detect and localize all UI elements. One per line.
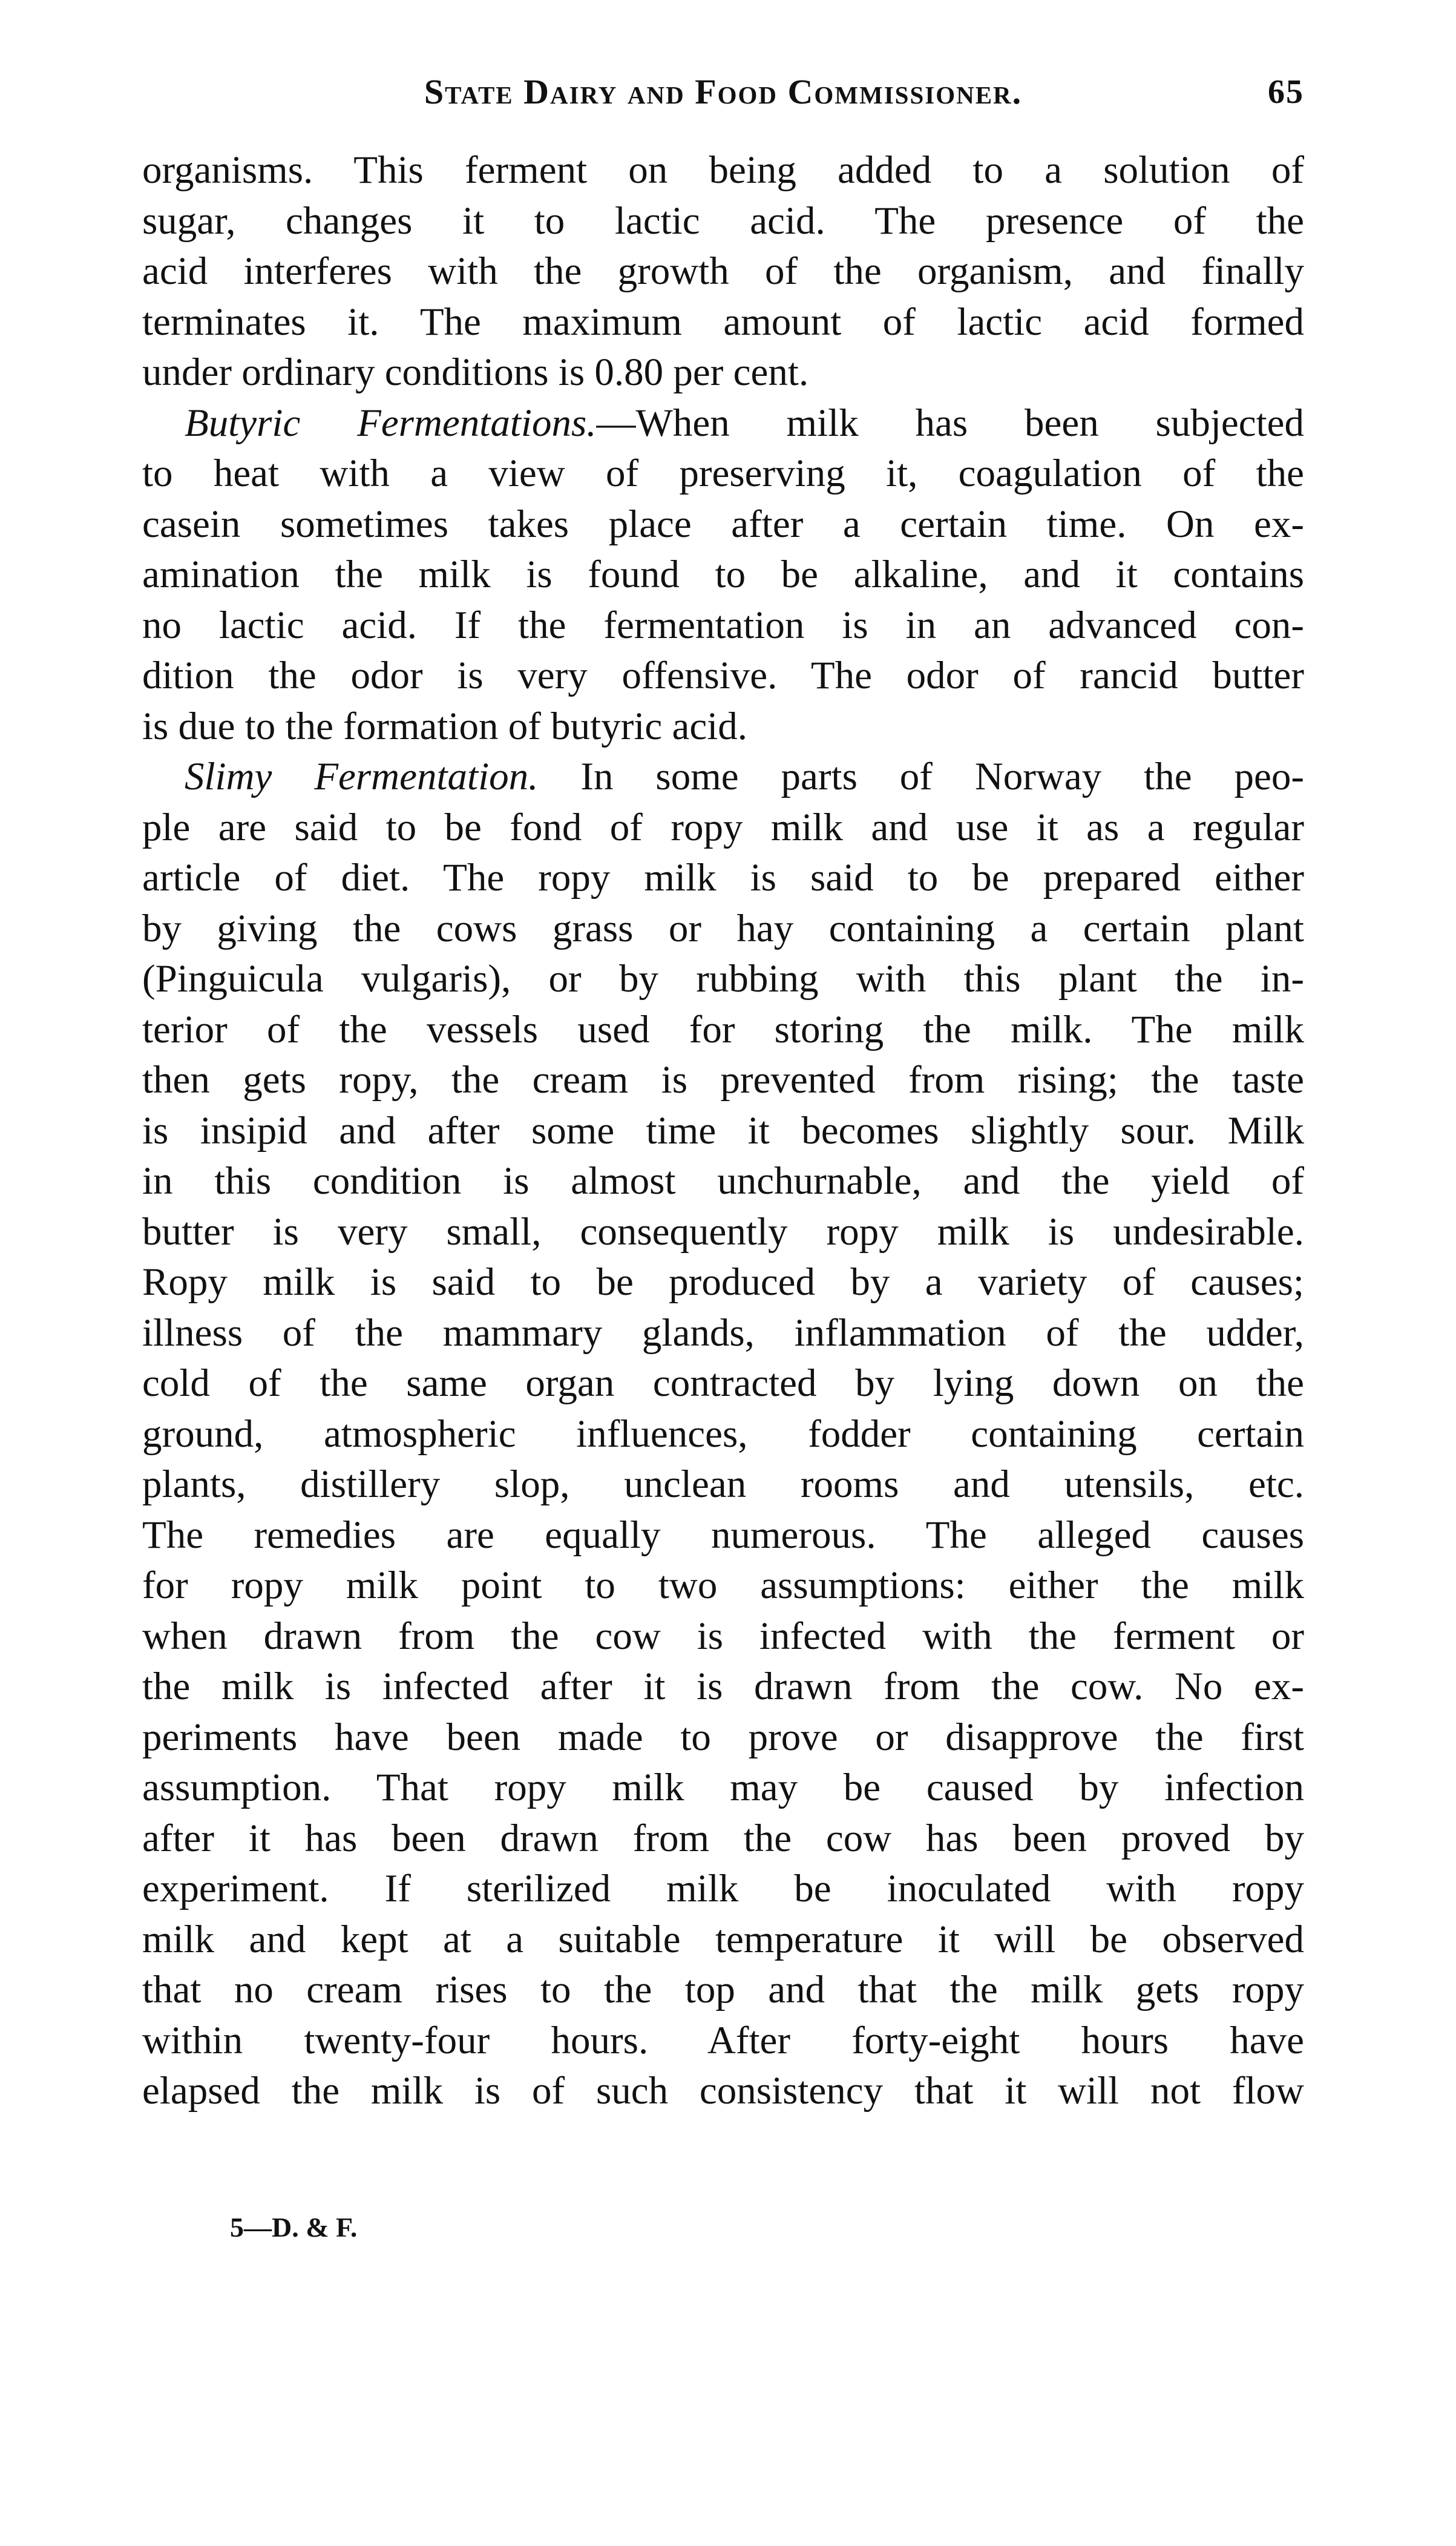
text-line: within twenty-four hours. After forty-eight hours have: [142, 2018, 1304, 2062]
text-line: assumption. That ropy milk may be caused by infection: [142, 1766, 1304, 1809]
running-head: [142, 68, 1304, 116]
page-number: 65: [1268, 73, 1304, 111]
text-line: is due to the formation of butyric acid.: [142, 704, 748, 748]
text-line: periments have been made to prove or disapprove the first: [142, 1715, 1304, 1759]
text-line: is insipid and after some time it becomes slightly sour. Milk: [142, 1108, 1304, 1153]
text-line: experiment. If sterilized milk be inoculated with ropy: [142, 1867, 1304, 1910]
text-line: elapsed the milk is of such consistency that it will not flow: [142, 2069, 1304, 2113]
text-line: the milk is infected after it is drawn from the cow. No ex-: [142, 1665, 1304, 1708]
text-line: dition the odor is very offensive. The odor of rancid butter: [142, 654, 1304, 697]
text-line: illness of the mammary glands, inflammation of the udder,: [142, 1311, 1304, 1355]
text-line: no lactic acid. If the fermentation is in an advanced con-: [142, 603, 1304, 647]
text-line: cold of the same organ contracted by lying down on the: [142, 1361, 1304, 1405]
text-run: —When milk has been subjected: [596, 401, 1304, 445]
paragraph-start-line: [142, 398, 1304, 449]
body-text: [142, 145, 1304, 2117]
section-heading: Slimy Fermentation.: [185, 755, 539, 798]
text-line: sugar, changes it to lactic acid. The presence of the: [142, 199, 1304, 243]
text-line: The remedies are equally numerous. The alleged causes: [142, 1513, 1304, 1557]
text-line: to heat with a view of preserving it, coagulation of the: [142, 452, 1304, 495]
text-line: for ropy milk point to two assumptions: either the milk: [142, 1564, 1304, 1607]
running-title: State Dairy and Food Commissioner.: [424, 72, 1023, 111]
text-line: milk and kept at a suitable temperature it will be observed: [142, 1917, 1304, 1961]
text-line: when drawn from the cow is infected with the ferment or: [142, 1614, 1304, 1658]
text-line: amination the milk is found to be alkaline, and it contains: [142, 553, 1304, 596]
text-line: ground, atmospheric influences, fodder containing certain: [142, 1412, 1304, 1456]
text-run: In some parts of Norway the peo-: [538, 755, 1304, 798]
text-line: that no cream rises to the top and that the milk gets ropy: [142, 1968, 1304, 2011]
section-heading: Butyric Fermentations.: [185, 401, 597, 445]
text-line: organisms. This ferment on being added to a solution of: [142, 148, 1304, 192]
text-line: plants, distillery slop, unclean rooms and utensils, etc.: [142, 1462, 1304, 1506]
printer-signature-mark: 5—D. & F.: [230, 2212, 358, 2243]
text-line: in this condition is almost unchurnable, and the yield of: [142, 1159, 1304, 1203]
text-line: ple are said to be fond of ropy milk and use it as a regular: [142, 805, 1304, 849]
text-line: article of diet. The ropy milk is said to be prepared either: [142, 856, 1304, 900]
text-line: terminates it. The maximum amount of lactic acid formed: [142, 300, 1304, 344]
text-line: (Pinguicula vulgaris), or by rubbing with this plant the in-: [142, 957, 1304, 1001]
paragraph-start-line: [142, 752, 1304, 803]
text-line: butter is very small, consequently ropy milk is undesirable.: [142, 1209, 1304, 1254]
text-line: Ropy milk is said to be produced by a variety of causes;: [142, 1260, 1304, 1304]
text-line: after it has been drawn from the cow has been proved by: [142, 1816, 1304, 1860]
text-line: terior of the vessels used for storing the milk. The milk: [142, 1007, 1304, 1051]
text-line: acid interferes with the growth of the organism, and finally: [142, 249, 1304, 293]
text-line: by giving the cows grass or hay containing a certain plant: [142, 906, 1304, 950]
text-line: then gets ropy, the cream is prevented from rising; the taste: [142, 1058, 1304, 1102]
text-line: under ordinary conditions is 0.80 per cent.: [142, 350, 809, 394]
text-line: casein sometimes takes place after a certain time. On ex-: [142, 502, 1304, 546]
